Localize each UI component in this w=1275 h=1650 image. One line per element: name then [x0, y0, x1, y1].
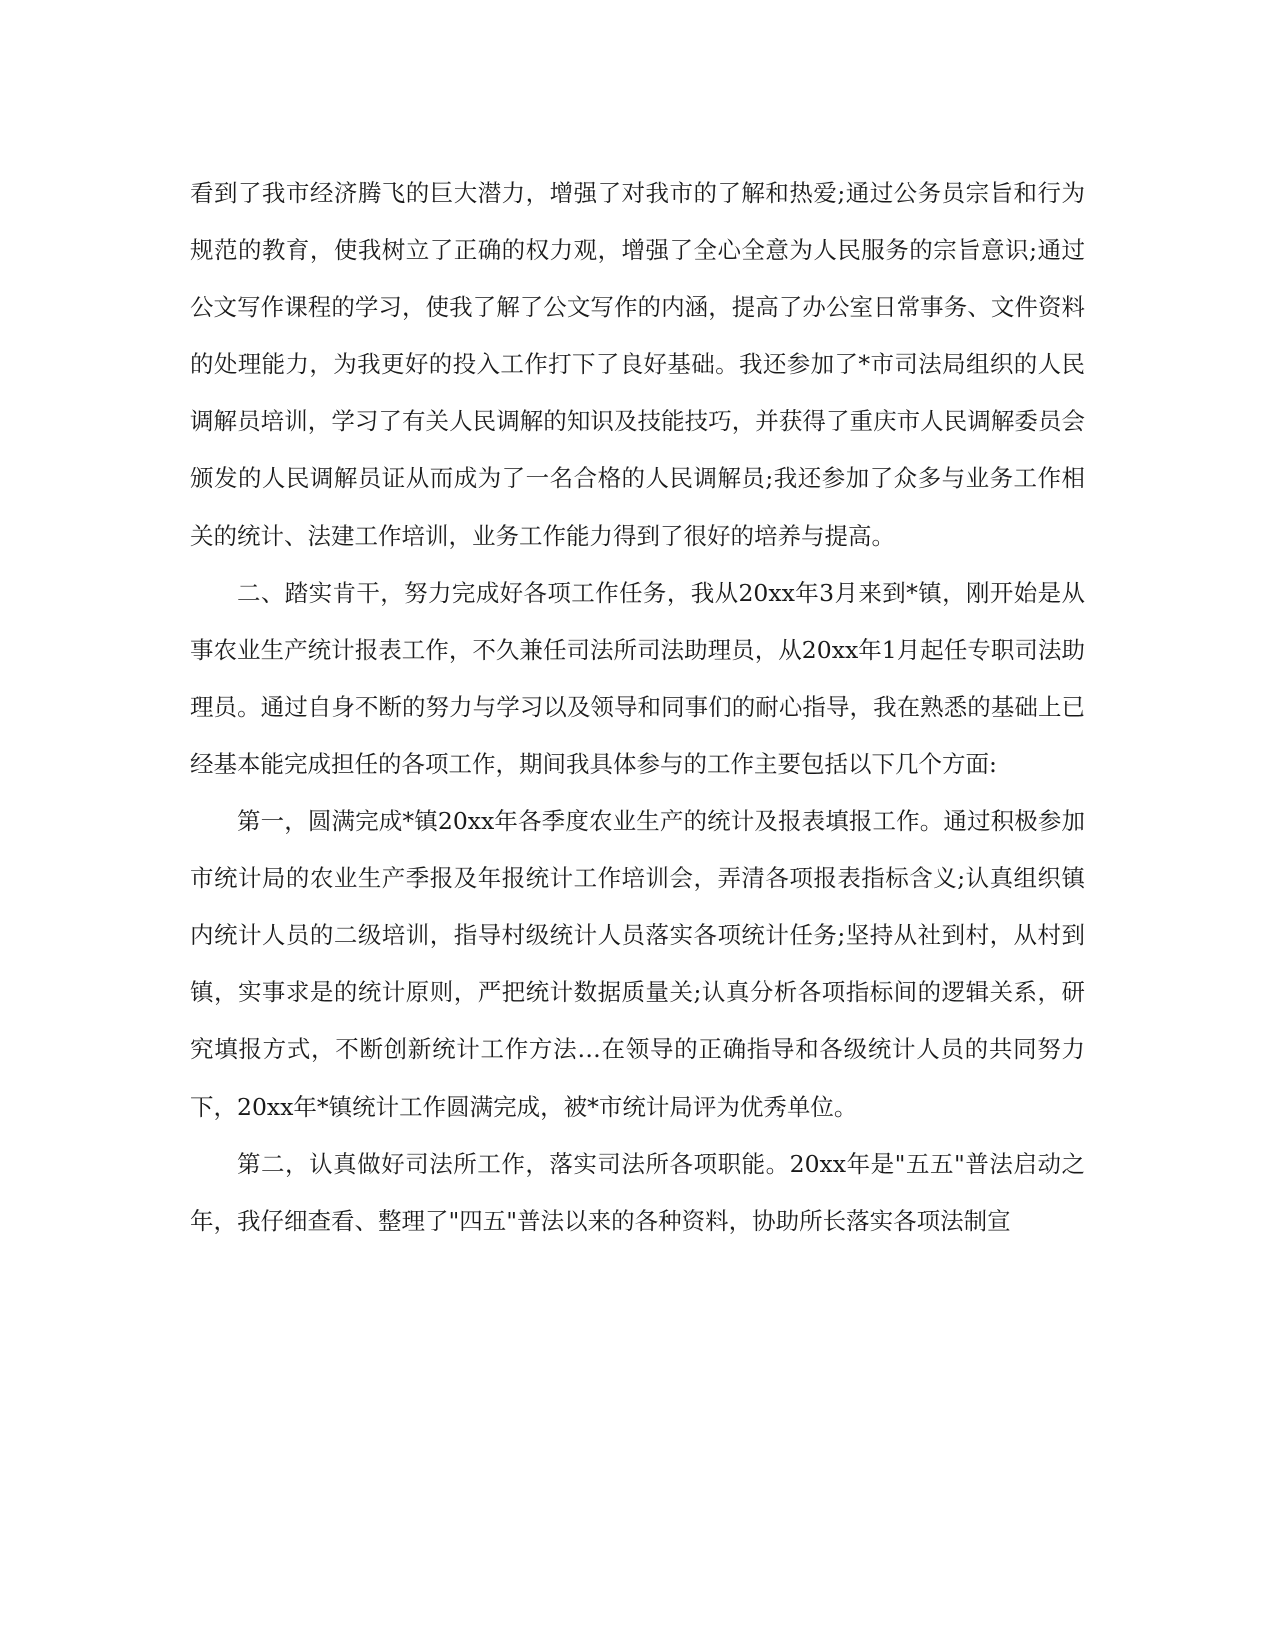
paragraph-section-two: 二、踏实肯干，努力完成好各项工作任务，我从20xx年3月来到*镇，刚开始是从事农业生产统计报表工作，不久兼任司法所司法助理员，从20xx年1月起任专职司法助理员。通过自身不断的努力与学习以及领导和同事们的耐心指导，我在熟悉的基础上已经基本能完成担任的各项工作，期间我具体参与的工作主要包括以下几个方面: — [190, 578, 1085, 778]
paragraph-second-item: 第二，认真做好司法所工作，落实司法所各项职能。20xx年是"五五"普法启动之年，我仔细查看、整理了"四五"普法以来的各种资料，协助所长落实各项法制宣 — [190, 1149, 1085, 1235]
paragraph-first-item: 第一，圆满完成*镇20xx年各季度农业生产的统计及报表填报工作。通过积极参加市统计局的农业生产季报及年报统计工作培训会，弄清各项报表指标含义;认真组织镇内统计人员的二级培训，指导村级统计人员落实各项统计任务;坚持从社到村，从村到镇，实事求是的统计原则，严把统计数据质量关;认真分析各项指标间的逻辑关系，研究填报方式，不断创新统计工作方法…在领导的正确指导和各级统计人员的共同努力下，20xx年*镇统计工作圆满完成，被*市统计局评为优秀单位。 — [190, 807, 1085, 1121]
body-text — [190, 165, 1085, 1250]
paragraph-training-summary: 看到了我市经济腾飞的巨大潜力，增强了对我市的了解和热爱;通过公务员宗旨和行为规范的教育，使我树立了正确的权力观，增强了全心全意为人民服务的宗旨意识;通过公文写作课程的学习，使我了解了公文写作的内涵，提高了办公室日常事务、文件资料的处理能力，为我更好的投入工作打下了良好基础。我还参加了*市司法局组织的人民调解员培训，学习了有关人民调解的知识及技能技巧，并获得了重庆市人民调解委员会颁发的人民调解员证从而成为了一名合格的人民调解员;我还参加了众多与业务工作相关的统计、法建工作培训，业务工作能力得到了很好的培养与提高。 — [190, 179, 1085, 550]
